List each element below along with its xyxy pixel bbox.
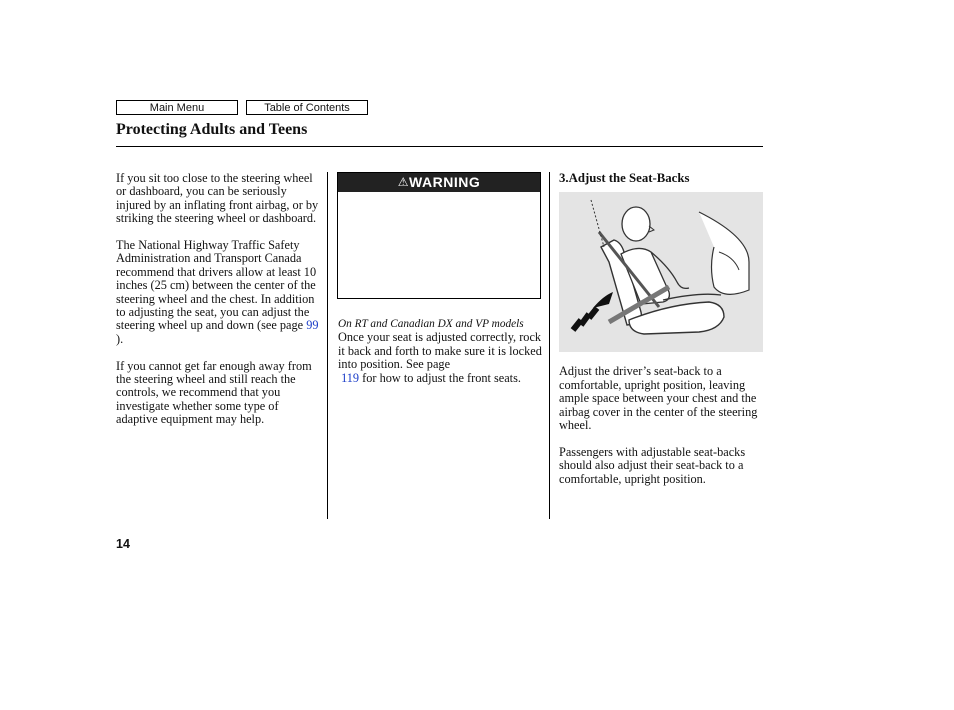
table-of-contents-button[interactable]: Table of Contents bbox=[246, 100, 368, 115]
left-column bbox=[116, 172, 322, 440]
paragraph-seat-lock-text: Once your seat is adjusted correctly, rock it back and forth to make sure it is locked into position. See page bbox=[338, 330, 542, 372]
warning-label: WARNING bbox=[409, 174, 481, 190]
section-heading: 3.Adjust the Seat-Backs bbox=[559, 171, 690, 185]
title-divider bbox=[116, 146, 763, 147]
column-divider bbox=[327, 172, 328, 519]
paragraph-driver-seat-back: Adjust the driver’s seat-back to a comfortable, upright position, leaving ample space between your chest and the airbag cover in the center of the steering wheel. bbox=[559, 364, 758, 433]
column-divider bbox=[549, 172, 550, 519]
paragraph-seat-lock-end: for how to adjust the front seats. bbox=[362, 370, 521, 385]
page-number: 14 bbox=[116, 537, 130, 551]
middle-column bbox=[338, 318, 543, 398]
paragraph-nhtsa-end: ). bbox=[116, 331, 124, 346]
page-link-99[interactable]: 99 bbox=[306, 318, 319, 333]
page-link-119[interactable]: 119 bbox=[341, 370, 360, 385]
paragraph-passenger-seat-back: Passengers with adjustable seat-backs should also adjust their seat-back to a comfortable, upright position. bbox=[559, 444, 746, 486]
paragraph-seat-lock bbox=[338, 331, 543, 385]
main-menu-button[interactable]: Main Menu bbox=[116, 100, 238, 115]
model-caption: On RT and Canadian DX and VP models bbox=[338, 318, 524, 330]
paragraph-airbag-injury: If you sit too close to the steering wheel or dashboard, you can be seriously injured by an inflating front airbag, or by striking the steering wheel or dashboard. bbox=[116, 171, 319, 226]
paragraph-adaptive-equipment: If you cannot get far enough away from the steering wheel and still reach the controls, we recommend that you investigate whether some type of adaptive equipment may help. bbox=[116, 358, 312, 427]
paragraph-nhtsa-text: The National Highway Traffic Safety Administration and Transport Canada recommend that drivers allow at least 10 inches (25 cm) between the center of the steering wheel and the chest. In addition to adjusting the seat, you can adjust the steering wheel up and down (see page bbox=[116, 238, 317, 333]
seat-illustration-icon bbox=[559, 192, 763, 352]
paragraph-nhtsa-recommendation bbox=[116, 239, 322, 346]
page-title: Protecting Adults and Teens bbox=[116, 121, 308, 138]
warning-box bbox=[337, 172, 541, 299]
warning-triangle-icon: ⚠ bbox=[397, 175, 410, 189]
seat-back-adjustment-illustration bbox=[559, 192, 763, 352]
warning-header bbox=[338, 173, 540, 192]
